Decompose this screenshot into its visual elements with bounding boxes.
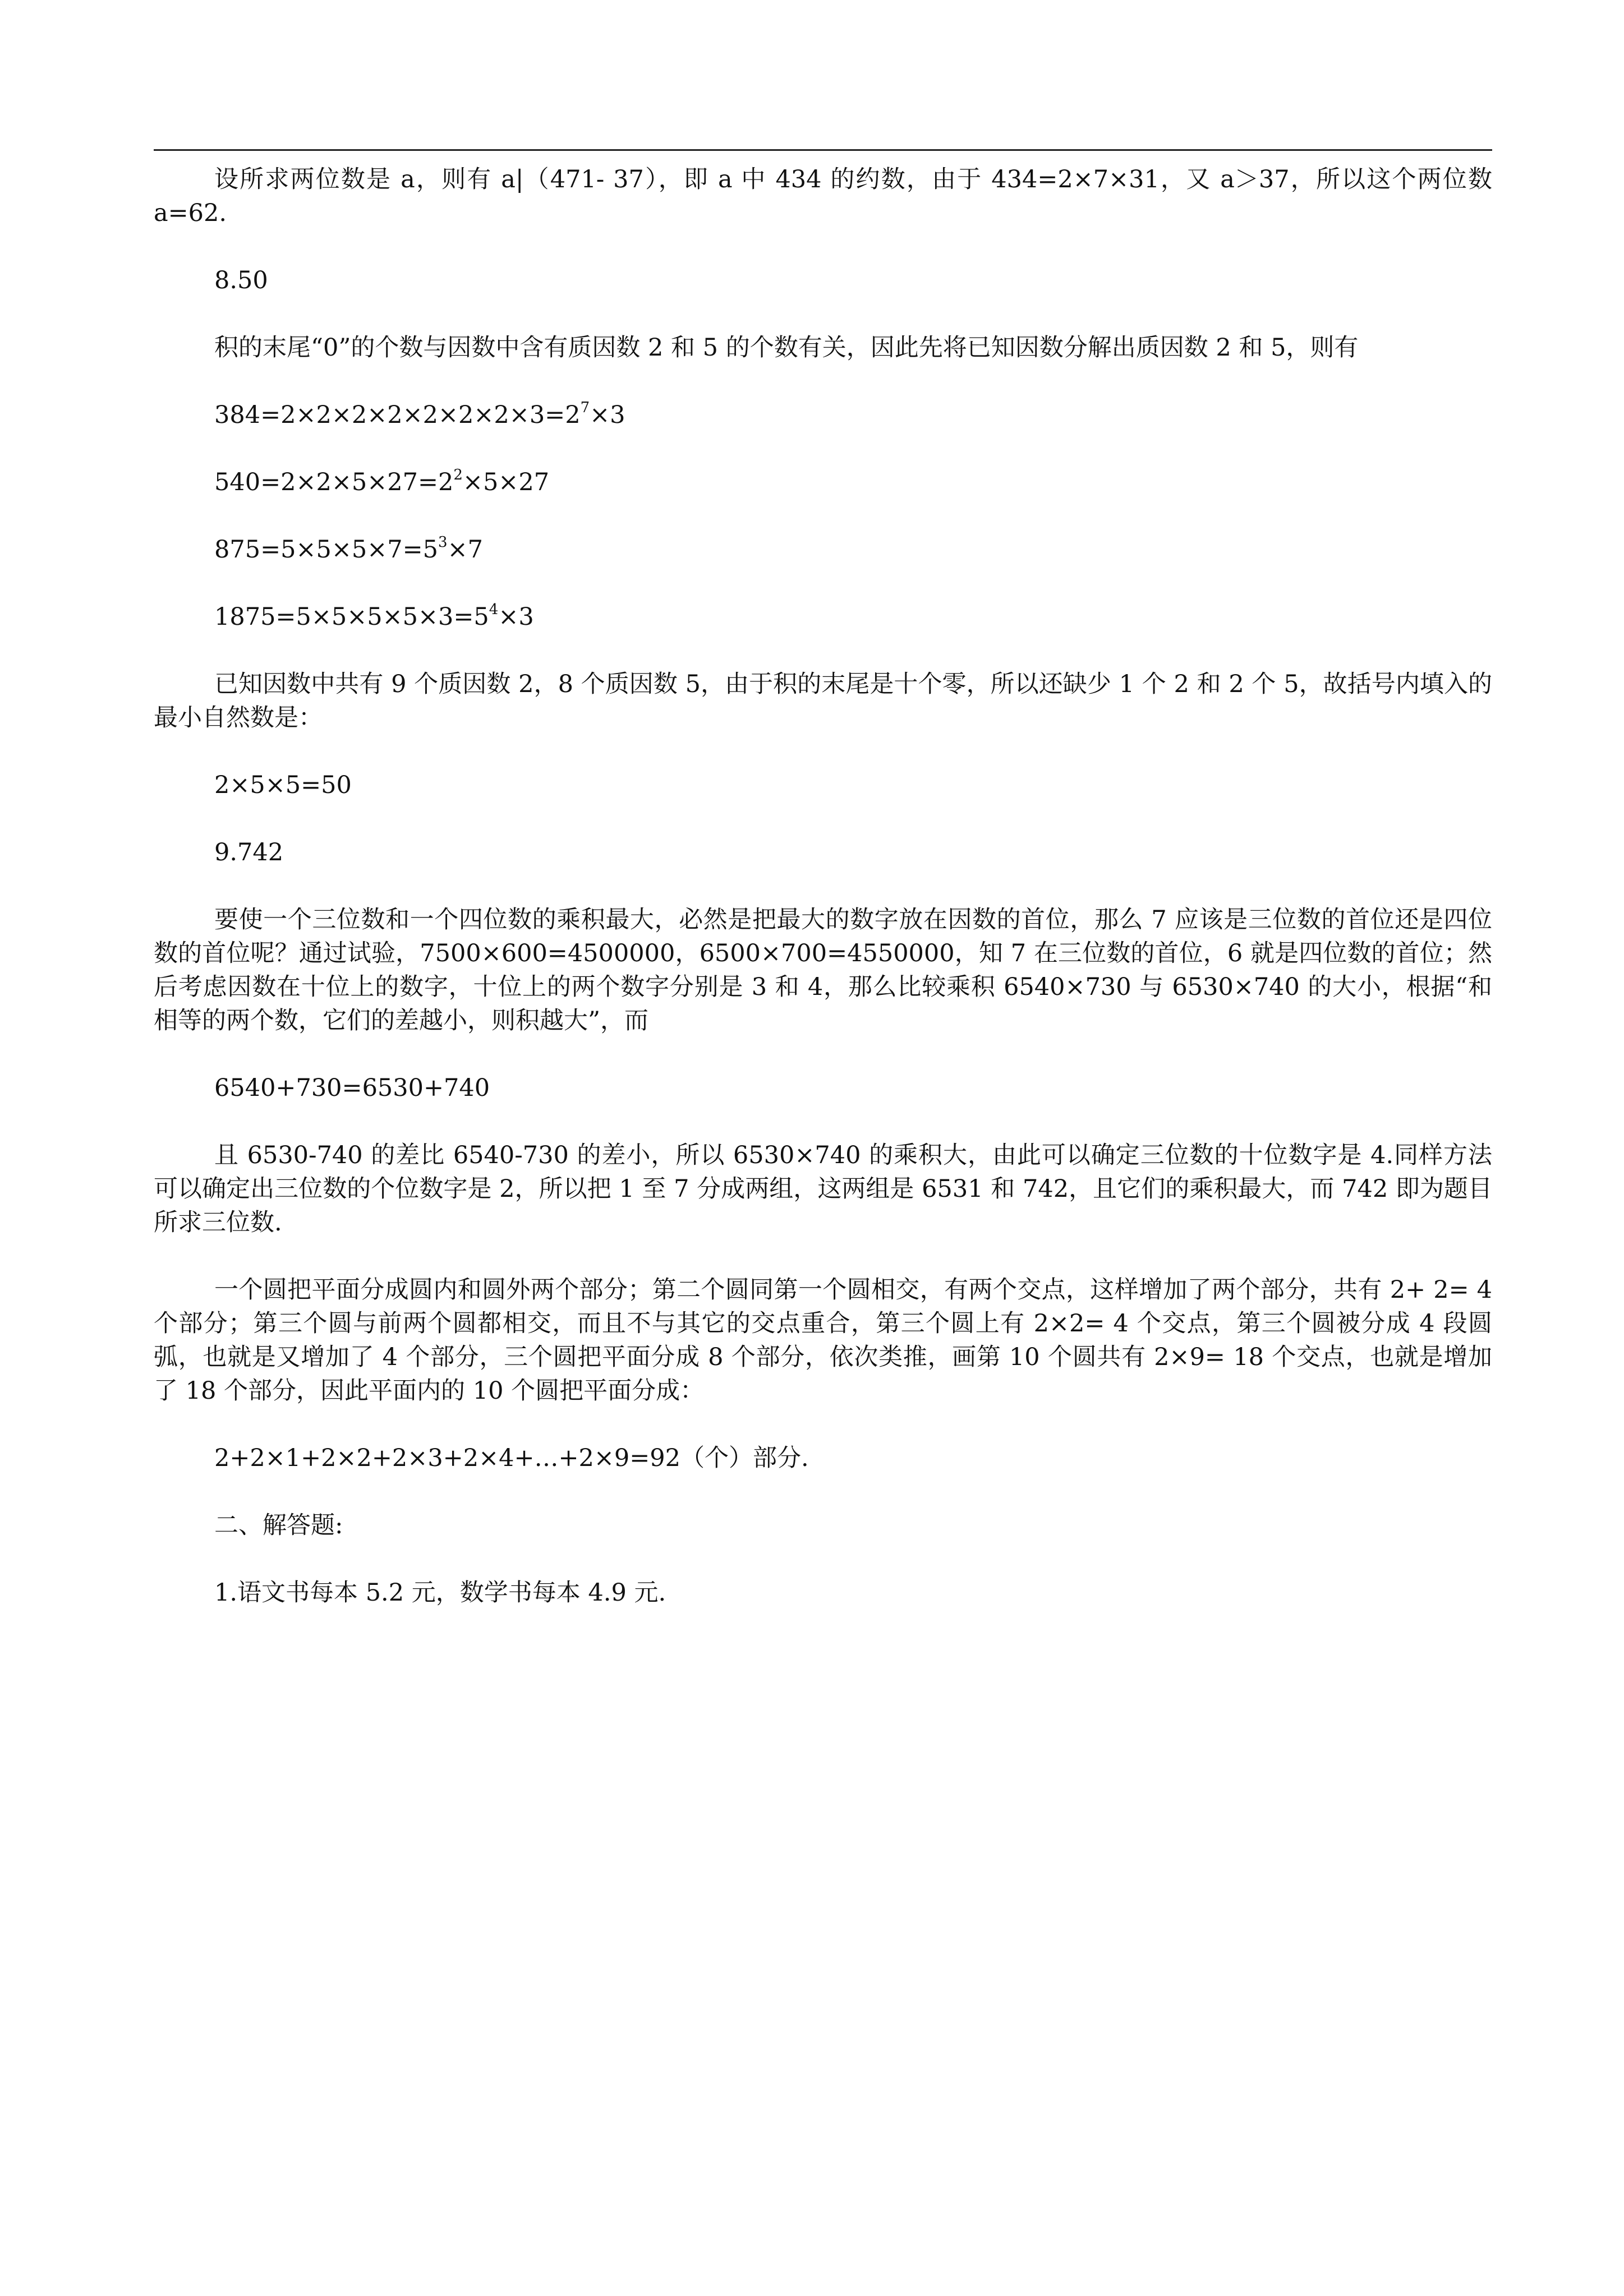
equation-875 (214, 533, 1492, 566)
equation-1875-exponent: 4 (489, 601, 499, 618)
paragraph-circles: 一个圆把平面分成圆内和圆外两个部分；第二个圆同第一个圆相交，有两个交点，这样增加了两个部分，共有 2+ 2= 4 个部分；第三个圆与前两个圆都相交，而且不与其它的交点重合，第三个圆上有 2×2= 4 个交点，第三个圆被分成 4 段圆弧，也就是又增加了 4 个部分，三个圆把平面分成 8 个部分，依次类推，画第 10 个圆共有 2×9= 18 个交点，也就是增加了 18 个部分，因此平面内的 10 个圆把平面分成： (154, 1276, 1492, 1405)
equation-875-main: 875=5×5×5×7=5 (214, 536, 439, 564)
answer-9: 9.742 (214, 838, 284, 866)
paragraph-two-digit-number: 设所求两位数是 a，则有 a|（471- 37），即 a 中 434 的约数，由于 434=2×7×31，又 a＞37，所以这个两位数 a=62. (154, 165, 1492, 227)
equation-1875-main: 1875=5×5×5×5×3=5 (214, 603, 489, 631)
answer-1: 1.语文书每本 5.2 元，数学书每本 4.9 元. (214, 1579, 666, 1607)
equation-circles: 2+2×1+2×2+2×3+2×4+…+2×9=92（个）部分. (214, 1444, 809, 1472)
equation-540-exponent: 2 (453, 466, 463, 483)
header-rule (154, 149, 1492, 151)
equation-540-tail: ×5×27 (462, 468, 550, 496)
equation-1875-tail: ×3 (498, 603, 534, 631)
equation-384-tail: ×3 (590, 401, 625, 429)
paragraph-trailing-zeros: 积的末尾“0”的个数与因数中含有质因数 2 和 5 的个数有关，因此先将已知因数分解出质因数 2 和 5，则有 (214, 334, 1359, 362)
equation-875-tail: ×7 (447, 536, 483, 564)
equation-sum: 6540+730=6530+740 (214, 1074, 490, 1102)
section-heading-answers: 二、解答题: (214, 1511, 343, 1539)
paragraph-prime-count: 已知因数中共有 9 个质因数 2，8 个质因数 5，由于积的末尾是十个零，所以还缺少 1 个 2 和 2 个 5，故括号内填入的最小自然数是： (154, 670, 1492, 732)
equation-384-exponent: 7 (580, 399, 590, 416)
answer-8: 8.50 (214, 266, 268, 294)
equation-384-main: 384=2×2×2×2×2×2×2×3=2 (214, 401, 581, 429)
document-body (154, 163, 1492, 1643)
equation-875-exponent: 3 (438, 533, 448, 551)
paragraph-three-digit-result: 且 6530-740 的差比 6540-730 的差小，所以 6530×740 的乘积大，由此可以确定三位数的十位数字是 4.同样方法可以确定出三位数的个位数字是 2，所以把 1 至 7 分成两组，这两组是 6531 和 742，且它们的乘积最大，而 742 即为题目所求三位数. (154, 1141, 1492, 1237)
equation-540 (214, 465, 1492, 499)
equation-540-main: 540=2×2×5×27=2 (214, 468, 454, 496)
equation-50: 2×5×5=50 (214, 771, 352, 799)
paragraph-max-product: 要使一个三位数和一个四位数的乘积最大，必然是把最大的数字放在因数的首位，那么 7 应该是三位数的首位还是四位数的首位呢？通过试验，7500×600=4500000，6500×700=4550000，知 7 在三位数的首位，6 就是四位数的首位；然后考虑因数在十位上的数字，十位上的两个数字分别是 3 和 4，那么比较乘积 6540×730 与 6530×740 的大小，根据“和相等的两个数，它们的差越小，则积越大”，而 (154, 906, 1492, 1035)
equation-384 (214, 398, 1492, 432)
equation-1875 (214, 600, 1492, 634)
